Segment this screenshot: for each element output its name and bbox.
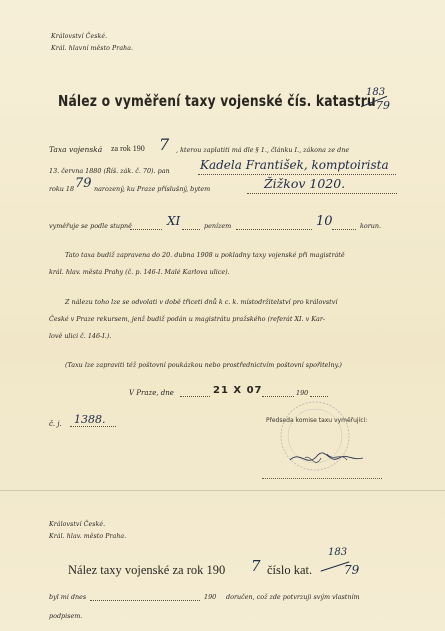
receipt-catalog-label: číslo kat.: [267, 563, 313, 577]
date-line-end: [310, 396, 328, 397]
person-name: Kadela František, komptoirista: [200, 158, 389, 172]
footer-line-1: Království České.: [49, 521, 106, 528]
appeal-line-3: lově ulici č. 146-I.).: [49, 332, 112, 340]
row1-text: , kterou zaplatiti má dle § 1., článku I., zákona ze dne: [176, 146, 350, 154]
receipt-year: 7: [251, 557, 261, 575]
catalog-number-bottom: 79: [376, 99, 390, 112]
official-stamp-signature: [255, 398, 385, 488]
number-label: č. j.: [49, 420, 62, 428]
date-line-right: [262, 396, 294, 397]
tax-label: Taxa vojenská: [49, 145, 103, 154]
fold-line: [0, 490, 445, 491]
postal-note: (Taxu lze zapraviti též poštovní poukázkou nebo prostřednictvím poštovní spořitelny.): [65, 361, 342, 369]
payment-note-line-2: král. hlav. města Prahy (č. p. 146-I. Malé Karlova ulice).: [49, 268, 230, 276]
catalog-number-top: 183: [366, 87, 386, 98]
amount-value: 10: [316, 214, 333, 229]
assess-label: vyměřuje se podle stupně: [49, 222, 132, 230]
year-value: 7: [159, 135, 170, 154]
number-line: [70, 426, 116, 427]
receipt-confirm-text: doručen, což zde potvrzuji svým vlastním: [226, 593, 360, 601]
number-value: 1388.: [74, 413, 106, 426]
receipt-date-line: [90, 600, 200, 601]
footer-line-2: Král. hlav. město Praha.: [49, 533, 127, 540]
receipt-signature-label: podpisem.: [49, 612, 83, 620]
address-line: [247, 193, 397, 194]
grade-value: XI: [167, 214, 181, 228]
signature-label: Předseda komise taxu vyměřující:: [266, 417, 368, 424]
date-line-left: [180, 396, 210, 397]
header-line-2: Král. hlavní město Praha.: [51, 45, 134, 52]
amount-line-left: [236, 229, 312, 230]
amount-label: penízem: [204, 222, 232, 230]
receipt-title: Nález taxy vojenské za rok 190: [68, 563, 226, 577]
document-title: Nález o vyměření taxy vojenské čís. katastru: [58, 92, 376, 110]
receipt-year-label: 190: [204, 593, 217, 601]
address-value: Žižkov 1020.: [264, 176, 346, 191]
residence-label: narozený, ku Praze příslušný, bytem: [94, 185, 211, 193]
year-suffix: 190: [296, 389, 309, 397]
year-label: za rok 190: [111, 144, 145, 153]
place-label: V Praze, dne: [129, 389, 174, 397]
currency-label: korun.: [360, 222, 382, 230]
amount-line-right: [332, 229, 356, 230]
grade-line-left: [130, 229, 162, 230]
receipt-catalog-top: 183: [328, 547, 348, 558]
birth-label: roku 18: [49, 185, 75, 193]
grade-line-right: [182, 229, 200, 230]
header-line-1: Království České.: [51, 33, 108, 40]
birth-year: 79: [75, 176, 92, 191]
payment-note-line-1: Tato taxa budiž zapravena do 20. dubna 1908 u pokladny taxy vojenské při magistrátě: [65, 251, 345, 259]
appeal-line-1: Z nálezu toho lze se odvolati v době třiceti dnů k c. k. místodržitelství pro království: [65, 298, 338, 306]
date-stamp: 21 X 07: [213, 385, 263, 396]
law-reference: 13. června 1880 (Říš. zák. č. 70). pan: [49, 167, 170, 175]
name-line: [198, 174, 396, 175]
receipt-catalog-bottom: 79: [344, 563, 360, 577]
receipt-date-label: byl mi dnes: [49, 593, 87, 601]
appeal-line-2: České v Praze rekursem, jenž budiž podán u magistrátu pražského (referát XI. v Kar-: [49, 315, 326, 323]
signature-line: [262, 478, 382, 479]
